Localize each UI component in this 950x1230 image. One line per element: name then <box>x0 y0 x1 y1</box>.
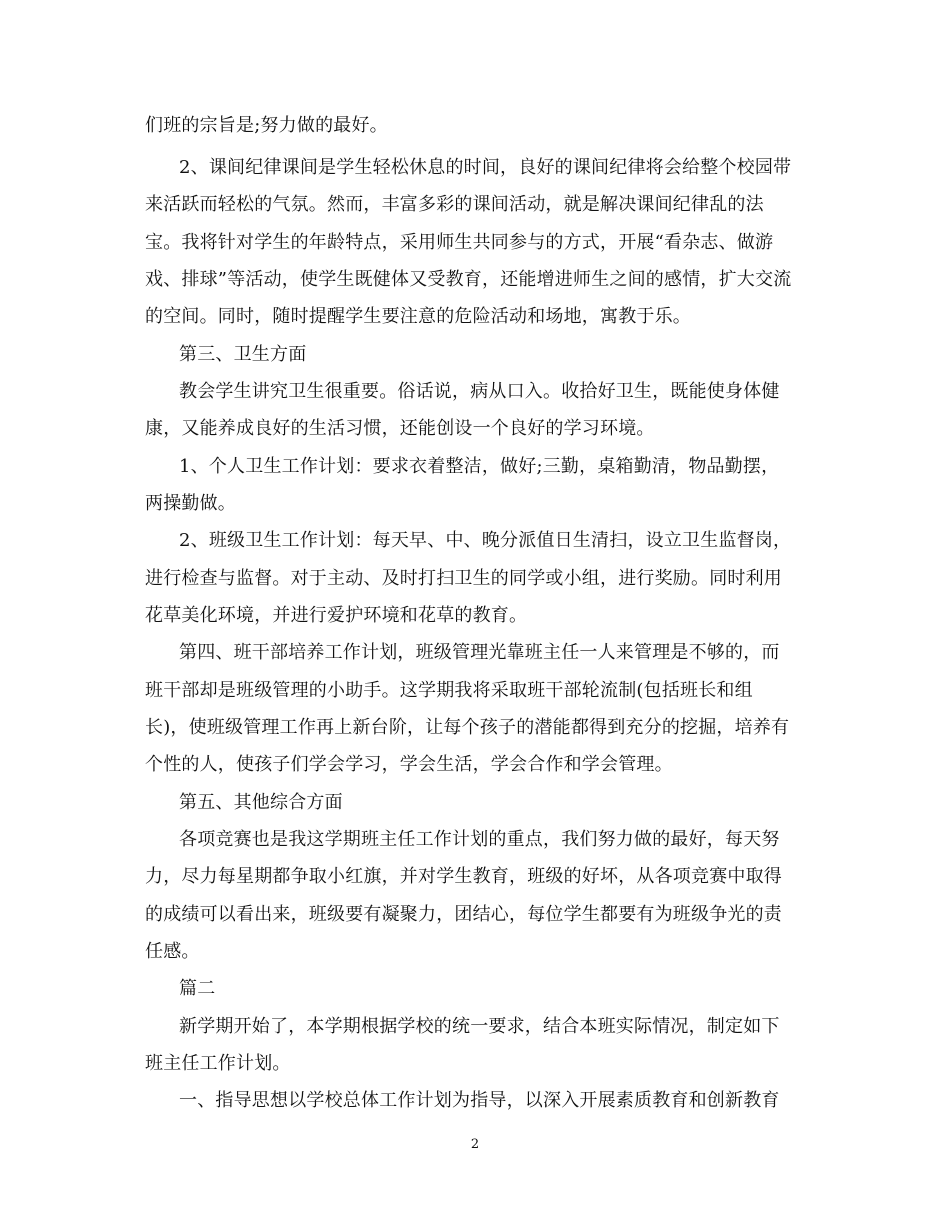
text-line: 一、指导思想以学校总体工作计划为指导，以深入开展素质教育和创新教育 <box>179 1090 780 1111</box>
text-line: 们班的宗旨是;努力做的最好。 <box>145 115 388 136</box>
section-heading: 篇二 <box>179 978 216 999</box>
text-line: 班主任工作计划。 <box>145 1053 291 1074</box>
text-line: 个性的人，使孩子们学会学习，学会生活，学会合作和学会管理。 <box>145 754 673 775</box>
section-heading: 第五、其他综合方面 <box>179 792 343 813</box>
text-line: 来活跃而轻松的气氛。然而，丰富多彩的课间活动，就是解决课间纪律乱的法 <box>145 194 764 215</box>
text-line: 各项竞赛也是我这学期班主任工作计划的重点，我们努力做的最好，每天努 <box>179 829 780 850</box>
text-line: 的空间。同时，随时提醒学生要注意的危险活动和场地，寓教于乐。 <box>145 306 691 327</box>
text-line: 戏、排球”等活动，使学生既健体又受教育，还能增进师生之间的感情，扩大交流 <box>145 269 792 290</box>
text-line: 两操勤做。 <box>145 493 236 514</box>
text-line: 的成绩可以看出来，班级要有凝聚力，团结心，每位学生都要有为班级争光的责 <box>145 904 782 925</box>
text-line: 班干部却是班级管理的小助手。这学期我将采取班干部轮流制(包括班长和组 <box>145 680 753 701</box>
text-line: 第四、班干部培养工作计划，班级管理光靠班主任一人来管理是不够的，而 <box>179 642 780 663</box>
section-heading: 第三、卫生方面 <box>179 344 307 365</box>
text-line: 进行检查与监督。对于主动、及时打扫卫生的同学或小组，进行奖励。同时利用 <box>145 568 782 589</box>
text-line: 2、班级卫生工作计划：每天早、中、晚分派值日生清扫，设立卫生监督岗， <box>179 530 792 551</box>
text-line: 1、个人卫生工作计划：要求衣着整洁，做好;三勤，桌箱勤清，物品勤摆， <box>179 456 780 477</box>
text-line: 长)，使班级管理工作再上新台阶，让每个孩子的潜能都得到充分的挖掘，培养有 <box>145 717 790 738</box>
text-line: 2、课间纪律课间是学生轻松休息的时间，良好的课间纪律将会给整个校园带 <box>179 157 792 178</box>
text-line: 新学期开始了，本学期根据学校的统一要求，结合本班实际情况，制定如下 <box>179 1016 780 1037</box>
text-line: 花草美化环境，并进行爱护环境和花草的教育。 <box>145 605 528 626</box>
text-line: 宝。我将针对学生的年龄特点，采用师生共同参与的方式，开展“看杂志、做游 <box>145 232 774 253</box>
text-line: 力，尽力每星期都争取小红旗，并对学生教育，班级的好坏，从各项竞赛中取得 <box>145 866 782 887</box>
text-line: 任感。 <box>145 941 200 962</box>
text-line: 康，又能养成良好的生活习惯，还能创设一个良好的学习环境。 <box>145 418 655 439</box>
page-number: 2 <box>470 1137 480 1152</box>
text-line: 教会学生讲究卫生很重要。俗话说，病从口入。收拾好卫生，既能使身体健 <box>179 381 780 402</box>
